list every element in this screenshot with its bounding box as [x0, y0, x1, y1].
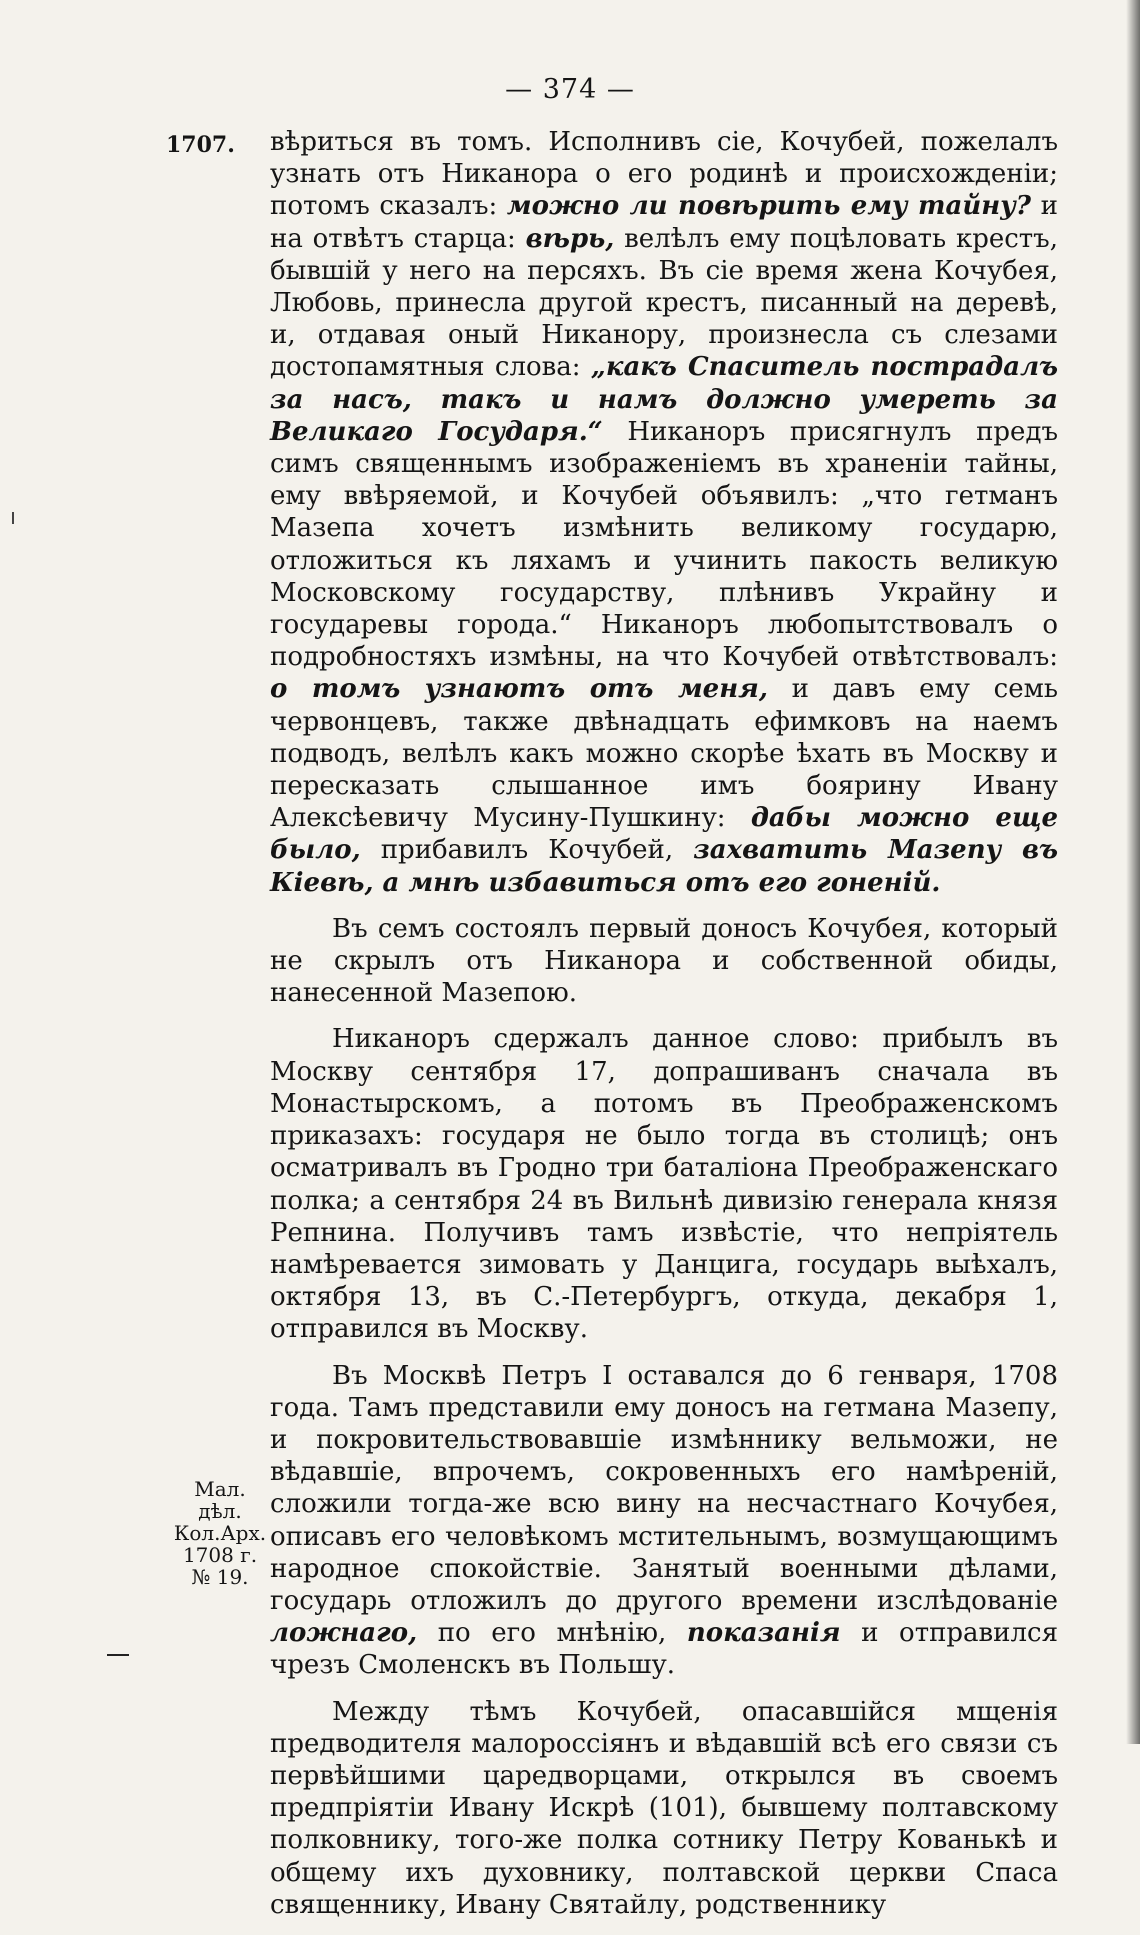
- paragraph: [270, 913, 1058, 1010]
- text-run: велѣлъ ему поцѣловать крестъ, бывшій у него на персяхъ. Въ сіе время жена Кочубея, Любовь, принесла другой крестъ, писанный на деревѣ, и, отдавая оный Никанору, произнесла съ слезами достопамятныя слова:: [270, 223, 1058, 383]
- margin-note-line: Кол.Арх.: [173, 1521, 267, 1545]
- emphasis-text: вѣрь,: [525, 223, 615, 254]
- emphasis-text: показанія: [686, 1618, 841, 1649]
- text-run: Никаноръ сдержалъ данное слово: прибылъ въ Москву сентября 17, допрашиванъ сначала въ Монастырскомъ, а потомъ въ Преображенскомъ приказахъ: государя не было тогда въ столицѣ; онъ осматривалъ въ Гродно три баталіона Преображенскаго полка; а сентября 24 въ Вильнѣ дивизію генерала князя Репнина. Получивъ тамъ извѣстіе, что непріятель намѣревается зимовать у Данцига, государь выѣхалъ, октября 13, въ С.-Петербургъ, откуда, декабря 1, отправился въ Москву.: [270, 1024, 1058, 1345]
- margin-note-line: Мал. дѣл.: [194, 1477, 246, 1523]
- scan-speck: [107, 1654, 129, 1656]
- margin-note-archive: [170, 1478, 270, 1588]
- margin-year: 1707.: [166, 132, 235, 158]
- scan-speck: [12, 512, 14, 524]
- page-number: — 374 —: [505, 74, 635, 105]
- paragraph: [270, 1360, 1058, 1682]
- text-run: и отправился чрезъ Смоленскъ въ Польшу.: [270, 1618, 1058, 1681]
- paragraph: [270, 1023, 1058, 1345]
- text-run: Между тѣмъ Кочубей, опасавшійся мщенія предводителя малороссіянъ и вѣдавшій всѣ его связи съ первѣйшими царедворцами, открылся въ своемъ предпріятіи Ивану Искрѣ (101), бывшему полтавскому полковнику, того-же полка сотнику Петру Кованькѣ и общему ихъ духовнику, полтавской церкви Спаса священнику, Ивану Святайлу, родственнику: [270, 1696, 1058, 1920]
- emphasis-text: ложнаго,: [270, 1618, 418, 1649]
- paragraph: [270, 1696, 1058, 1921]
- text-run: и давъ ему семь червонцевъ, также двѣнадцать ефимковъ на наемъ подводъ, велѣлъ какъ можно скорѣе ѣхать въ Москву и пересказать слышанное имъ боярину Ивану Алексѣевичу Мусину-Пушкину:: [270, 674, 1059, 834]
- emphasis-text: о томъ узнаютъ отъ меня,: [270, 674, 768, 705]
- text-run: Въ Москвѣ Петръ I оставался до 6 генваря, 1708 года. Тамъ представили ему доносъ на гетмана Мазепу, и покровительствовавшіе измѣннику вельможи, не вѣдавшіе, впрочемъ, сокровенныхъ его намѣреній, сложили тогда-же всю вину на несчастнаго Кочубея, описавъ его человѣкомъ мстительнымъ, возмущающимъ народное спокойствіе. Занятый военными дѣлами, государь отложилъ до другого времени изслѣдованіе: [270, 1360, 1058, 1616]
- margin-note-line: № 19.: [191, 1565, 249, 1589]
- emphasis-text: дабы можно еще было,: [270, 803, 1058, 866]
- text-run: вѣриться въ томъ. Исполнивъ сіе, Кочубей, пожелалъ узнать отъ Никанора о его родинѣ и происхожденіи; потомъ сказалъ:: [270, 127, 1058, 222]
- text-run: по его мнѣнію,: [417, 1618, 687, 1649]
- text-run: Никаноръ присягнулъ предъ симъ священнымъ изображеніемъ въ храненіи тайны, ему ввѣряемой, и Кочубей объявилъ: „что гетманъ Мазепа хочетъ измѣнить великому государю, отложиться къ ляхамъ и учинить пакость великую Московскому государству, плѣнивъ Украйну и государевы города.“ Никаноръ любопытствовалъ о подробностяхъ измѣны, на что Кочубей отвѣтствовалъ:: [270, 416, 1058, 673]
- text-run: и на отвѣтъ старца:: [270, 191, 1059, 254]
- text-run: прибавилъ Кочубей,: [360, 835, 694, 866]
- emphasis-text: „какъ Спаситель пострадалъ за насъ, такъ и намъ должно умереть за Великаго Государя.“: [270, 352, 1059, 447]
- emphasis-text: захватить Мазепу въ Кіевѣ, а мнѣ избавиться отъ его гоненій.: [270, 835, 1058, 898]
- body-text: [270, 126, 1058, 1935]
- text-run: Въ семъ состоялъ первый доносъ Кочубея, который не скрылъ отъ Никанора и собственной обиды, нанесенной Мазепою.: [270, 913, 1058, 1009]
- emphasis-text: можно ли повѣрить ему тайну?: [506, 191, 1032, 222]
- page-edge-shadow: [1126, 0, 1140, 1744]
- margin-note-line: 1708 г.: [182, 1543, 258, 1567]
- paragraph: [270, 126, 1058, 899]
